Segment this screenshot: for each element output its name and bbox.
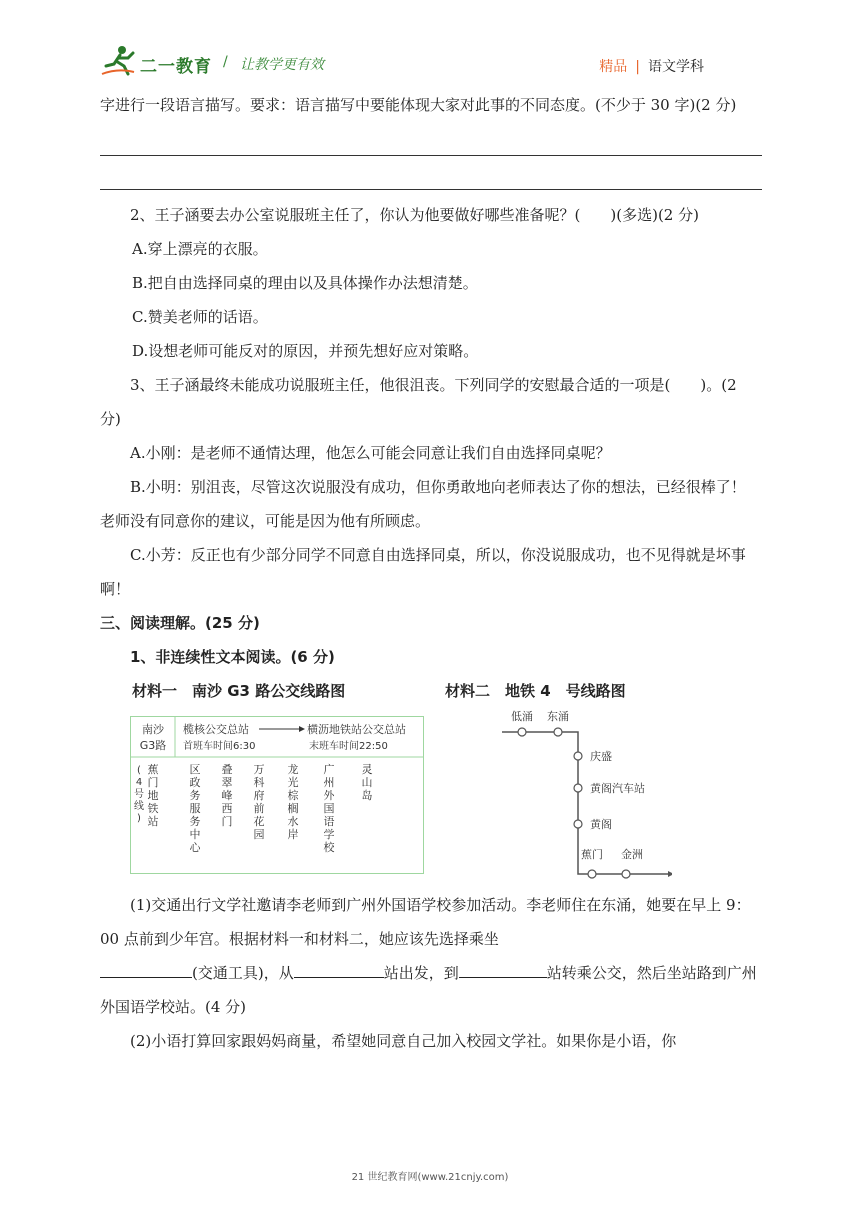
option: D.设想老师可能反对的原因，并预先想好应对策略。 (132, 342, 479, 360)
metro-station-dot (574, 820, 582, 828)
blank-transport[interactable] (100, 959, 192, 978)
question-text-part: 站出发，到 (383, 964, 459, 982)
metro-station-label: 蕉门 (581, 848, 603, 861)
option: B.把自由选择同桌的理由以及具体操作办法想清楚。 (132, 274, 478, 292)
metro-station-label: 东涌 (547, 710, 569, 723)
premium-badge: 精品 (599, 59, 628, 75)
figures (100, 708, 762, 888)
route-origin: 榄核公交总站 (183, 723, 249, 736)
header-slogan: 让教学更有效 (240, 57, 324, 73)
question-text (100, 956, 762, 1024)
route-name: 南沙 (142, 723, 164, 736)
metro-station-dot (554, 728, 562, 736)
bus-route-map (130, 716, 424, 874)
question-text-part: (交通工具)，从 (192, 964, 294, 982)
material-2-title: 材料二 地铁 4 号线路图 (445, 682, 626, 700)
option: C.赞美老师的话语。 (132, 308, 268, 326)
bus-stop: 叠翠峰西门 (221, 763, 233, 828)
page-header (100, 40, 760, 84)
blank-transfer-station[interactable] (459, 959, 547, 978)
line-note: ( 4 号线) (134, 765, 144, 824)
metro-station-dot (574, 752, 582, 760)
metro-station-label: 庆盛 (590, 750, 612, 763)
logo-text: 二一教育 (140, 57, 212, 77)
metro-station-dot (622, 870, 630, 878)
bus-stop: 灵山岛 (361, 763, 373, 802)
bus-stop: 区政务服务中心 (189, 763, 201, 854)
bus-stop: 万科府前花园 (253, 763, 265, 841)
metro-station-dot (588, 870, 596, 878)
header-slash: / (223, 54, 228, 70)
header-divider: | (635, 59, 640, 75)
option: B.小明：别沮丧，尽管这次说服没有成功，但你勇敢地向老师表达了你的想法，已经很棒了！ 老师没有同意你的建议，可能是因为他有所顾虑。 (100, 478, 746, 530)
material-1-title: 材料一 南沙 G3 路公交线路图 (132, 682, 346, 700)
first-bus-time: 首班车时间6:30 (183, 741, 256, 752)
route-name: G3路 (139, 739, 167, 752)
metro-station-dot (518, 728, 526, 736)
page-footer: 21 世纪教育网(www.21cnjy.com) (351, 1172, 509, 1183)
question-text: (2)小语打算回家跟妈妈商量，希望她同意自己加入校园文学社。如果你是小语，你 (130, 1032, 677, 1050)
question-3: 3、王子涵最终未能成功说服班主任，他很沮丧。下列同学的安慰最合适的一项是( )。(2 分) (100, 376, 737, 428)
route-destination: 横沥地铁站公交总站 (307, 723, 406, 736)
answer-line (100, 156, 762, 190)
sub-heading: 1、非连续性文本阅读。(6 分) (130, 648, 335, 666)
question-continuation: 字进行一段语言描写。要求：语言描写中要能体现大家对此事的不同态度。(不少于 30 字)(2 分) (100, 96, 737, 114)
last-bus-time: 末班车时间22:50 (309, 741, 388, 752)
runner-logo-icon (100, 44, 136, 78)
material-titles (100, 674, 762, 708)
option: A.穿上漂亮的衣服。 (132, 240, 268, 258)
question-text-part: 站转乘公交，然后坐站路到广州外国语学校站。(4 分) (100, 964, 757, 1016)
question-text (100, 888, 762, 956)
metro-station-label: 金洲 (621, 848, 643, 861)
bus-stop: 龙光棕榈水岸 (287, 763, 299, 841)
question-2: 2、王子涵要去办公室说服班主任了，你认为他要做好哪些准备呢？( )(多选)(2 分) (130, 206, 699, 224)
metro-line-map (492, 708, 672, 888)
bus-stop: 蕉门地铁站 (147, 763, 159, 828)
bus-stops (134, 762, 373, 854)
answer-line (100, 122, 762, 156)
document-body (100, 88, 762, 1058)
metro-station-label: 黄阁汽车站 (590, 782, 645, 795)
option: C.小芳：反正也有少部分同学不同意自由选择同桌，所以，你没说服成功，也不见得就是坏事啊！ (100, 546, 746, 598)
header-right (599, 56, 704, 76)
blank-start-station[interactable] (294, 959, 384, 978)
metro-station-label: 低涌 (511, 710, 533, 723)
subject-label: 语文学科 (648, 59, 704, 75)
section-heading: 三、阅读理解。(25 分) (100, 614, 260, 632)
metro-station-dot (574, 784, 582, 792)
bus-stop: 广州外国语学校 (323, 763, 335, 854)
metro-station-label: 黄阁 (590, 818, 612, 831)
question-text-part: (1)交通出行文学社邀请李老师到广州外国语学校参加活动。李老师住在东涌，她要在早上 9：00 点前到少年宫。根据材料一和材料二，她应该先选择乘坐 (100, 896, 751, 948)
option: A.小刚：是老师不通情达理，他怎么可能会同意让我们自由选择同桌呢？ (130, 444, 611, 462)
